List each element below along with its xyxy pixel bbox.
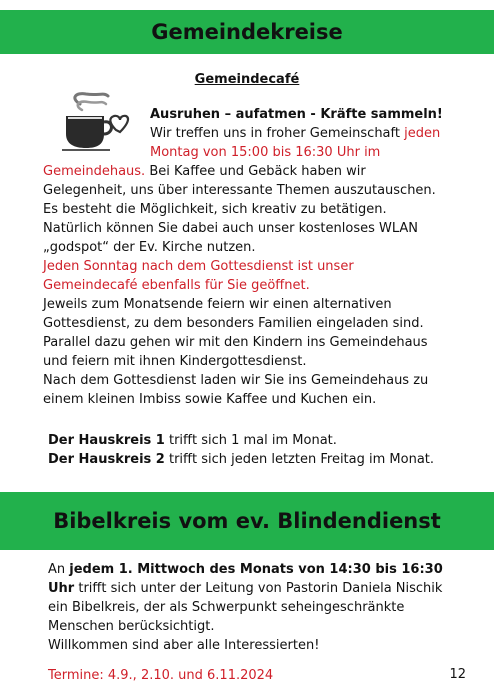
body-line-15: Nach dem Gottesdienst laden wir Sie ins Gemeindehaus zu (43, 373, 429, 388)
coffee-cup-with-heart-icon (58, 90, 130, 154)
bibelkreis-line-5: Willkommen sind aber alle Interessierten! (48, 638, 320, 653)
section-heading-bibelkreis: Bibelkreis vom ev. Blindendienst (0, 492, 494, 550)
body-line-3: Montag von 15:00 bis 16:30 Uhr im (150, 145, 381, 160)
hauskreis-2-text: trifft sich jeden letzten Freitag im Monat. (164, 452, 435, 467)
page-number: 12 (449, 667, 466, 682)
bibelkreis-line-3: ein Bibelkreis, der als Schwerpunkt seheingeschränkte (48, 600, 405, 615)
subheading-gemeindecafe: Gemeindecafé (194, 72, 300, 87)
highlight-text: Gemeindehaus. (43, 164, 146, 179)
hauskreis-2-label: Der Hauskreis 2 (48, 452, 165, 467)
body-line-8: „godspot“ der Ev. Kirche nutzen. (43, 240, 256, 255)
section-heading-gemeindekreise: Gemeindekreise (0, 10, 494, 54)
bibelkreis-line-2 (48, 580, 442, 599)
hauskreis-1-line (48, 432, 337, 451)
hauskreis-1-text: trifft sich 1 mal im Monat. (164, 433, 337, 448)
hauskreis-1-label: Der Hauskreis 1 (48, 433, 165, 448)
intro-line (150, 106, 443, 125)
intro-bold: Ausruhen – aufatmen - Kräfte sammeln! (150, 107, 443, 122)
body-line-16: einem kleinen Imbiss sowie Kaffee und Kuchen ein. (43, 392, 377, 407)
bibelkreis-time-bold: Uhr (48, 581, 75, 596)
body-line-2 (150, 125, 440, 144)
body-text: An (48, 562, 70, 577)
body-line-13: Parallel dazu gehen wir mit den Kindern ins Gemeindehaus (43, 335, 428, 350)
body-line-5: Gelegenheit, uns über interessante Themen auszutauschen. (43, 183, 436, 198)
termine-dates: Termine: 4.9., 2.10. und 6.11.2024 (48, 668, 274, 683)
body-line-14: und feiern mit ihnen Kindergottesdienst. (43, 354, 307, 369)
bibelkreis-line-1 (48, 561, 443, 580)
hauskreis-2-line (48, 451, 434, 470)
body-text: Bei Kaffee und Gebäck haben wir (145, 164, 366, 179)
highlight-text: jeden (404, 126, 441, 141)
body-line-11: Jeweils zum Monatsende feiern wir einen alternativen (43, 297, 392, 312)
body-line-7: Natürlich können Sie dabei auch unser kostenloses WLAN (43, 221, 419, 236)
body-line-6: Es besteht die Möglichkeit, sich kreativ zu betätigen. (43, 202, 387, 217)
body-line-4 (43, 163, 366, 182)
bibelkreis-date-bold: jedem 1. Mittwoch des Monats von 14:30 bis 16:30 (69, 562, 443, 577)
body-line-10: Gemeindecafé ebenfalls für Sie geöffnet. (43, 278, 310, 293)
body-text: trifft sich unter der Leitung von Pastorin Daniela Nischik (74, 581, 443, 596)
body-line-12: Gottesdienst, zu dem besonders Familien eingeladen sind. (43, 316, 424, 331)
bibelkreis-line-4: Menschen berücksichtigt. (48, 619, 215, 634)
body-text: Wir treffen uns in froher Gemeinschaft (150, 126, 405, 141)
body-line-9: Jeden Sonntag nach dem Gottesdienst ist unser (43, 259, 354, 274)
